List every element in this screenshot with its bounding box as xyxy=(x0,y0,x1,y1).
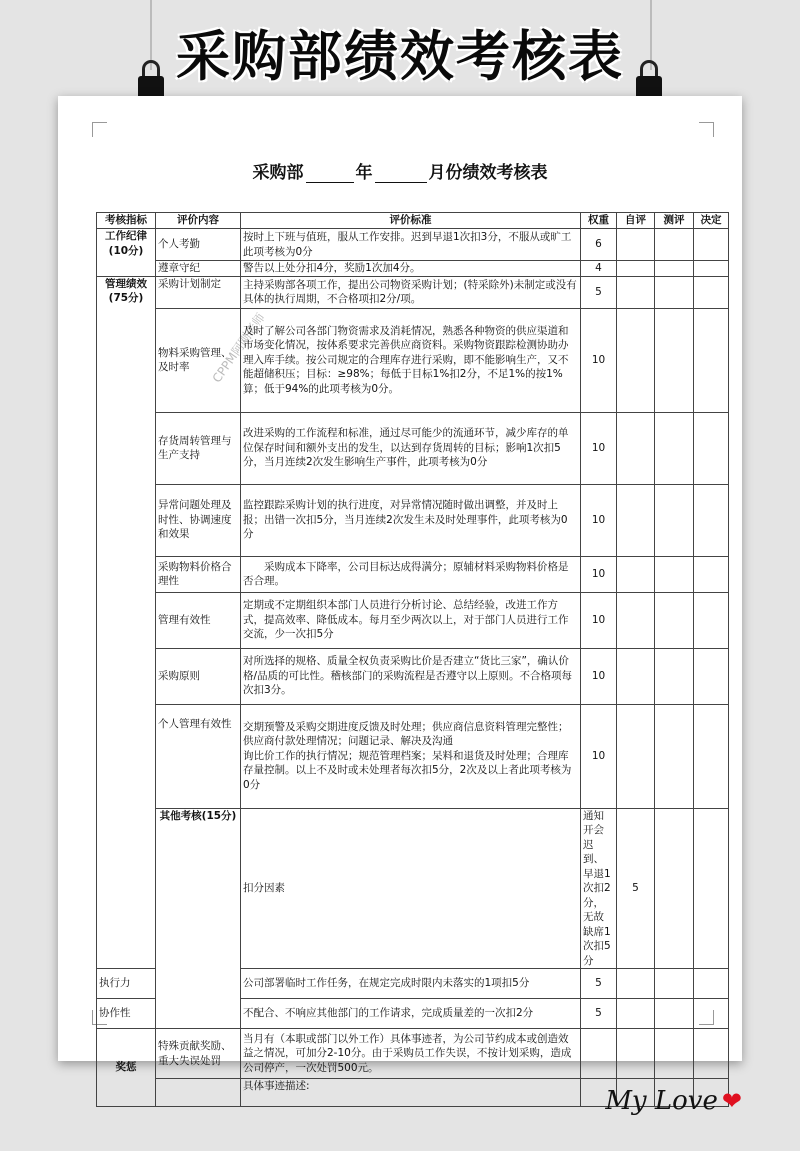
category-cell: 其他考核(15分) xyxy=(156,808,241,1029)
weight-cell: 10 xyxy=(581,556,617,592)
decision-cell[interactable] xyxy=(694,999,729,1029)
item-cell: 个人考勤 xyxy=(156,229,241,261)
decision-cell[interactable] xyxy=(694,704,729,808)
banner xyxy=(0,0,800,110)
weight-cell: 10 xyxy=(581,412,617,484)
self-eval-cell[interactable] xyxy=(617,648,655,704)
weight-cell: 5 xyxy=(581,276,617,308)
peer-eval-cell[interactable] xyxy=(655,229,694,261)
self-eval-cell[interactable] xyxy=(655,808,694,969)
table-row xyxy=(97,261,729,277)
weight-cell: 10 xyxy=(581,484,617,556)
item-cell: 采购原则 xyxy=(156,648,241,704)
peer-eval-cell[interactable] xyxy=(655,1029,694,1079)
standard-cell: 通知开会迟到、早退1次扣2分，无故缺席1次扣5分 xyxy=(581,808,617,969)
standard-cell: 定期或不定期组织本部门人员进行分析讨论、总结经验，改进工作方式，提高效率、降低成本。每月至少两次以上，对于部门人员进行工作交流，少一次扣5分 xyxy=(241,592,581,648)
evaluation-table xyxy=(96,212,729,1107)
item-cell: 协作性 xyxy=(97,999,156,1029)
self-eval-cell[interactable] xyxy=(617,999,655,1029)
header-cell: 评价内容 xyxy=(156,213,241,229)
self-eval-cell[interactable] xyxy=(617,412,655,484)
table-row xyxy=(97,484,729,556)
peer-eval-cell[interactable] xyxy=(655,592,694,648)
peer-eval-cell[interactable] xyxy=(655,276,694,308)
item-cell: 采购物料价格合理性 xyxy=(156,556,241,592)
standard-cell: 不配合、不响应其他部门的工作请求，完成质量差的一次扣2分 xyxy=(241,999,581,1029)
self-eval-cell[interactable] xyxy=(617,556,655,592)
weight-cell: 10 xyxy=(581,648,617,704)
item-cell: 个人管理有效性 xyxy=(156,704,241,808)
self-eval-cell[interactable] xyxy=(617,276,655,308)
item-cell xyxy=(156,1079,241,1107)
month-blank[interactable] xyxy=(375,166,427,183)
header-cell: 考核指标 xyxy=(97,213,156,229)
weight-cell: 6 xyxy=(581,229,617,261)
paper-sheet xyxy=(58,96,742,1092)
item-cell: 存货周转管理与生产支持 xyxy=(156,412,241,484)
self-eval-cell[interactable] xyxy=(617,261,655,277)
year-blank[interactable] xyxy=(306,166,354,183)
standard-cell: 对所选择的规格、质量全权负责采购比价是否建立“货比三家”，确认价格/品质的可比性。稽核部门的采购流程是否遵守以上原则。不合格项每次扣3分。 xyxy=(241,648,581,704)
decision-cell[interactable] xyxy=(694,261,729,277)
category-cell: 管理绩效(75分) xyxy=(97,276,156,969)
table-header-row xyxy=(97,213,729,229)
standard-cell: 及时了解公司各部门物资需求及消耗情况，熟悉各种物资的供应渠道和市场变化情况，按体系要求完善供应商资料。采购物资跟踪检测协助办理入库手续。按公司规定的合理库存进行采购，即不能影响生产，又不能超储积压；目标：≥98%；每低于目标1%扣2分，不足1%的按1%算；低于94%的此项考核为0分。 xyxy=(241,308,581,412)
weight-cell: 10 xyxy=(581,308,617,412)
item-cell: 执行力 xyxy=(97,969,156,999)
table-row xyxy=(97,592,729,648)
decision-cell[interactable] xyxy=(694,276,729,308)
standard-cell: 主持采购部各项工作，提出公司物资采购计划；(特采除外)未制定或没有具体的执行周期，不合格项扣2分/项。 xyxy=(241,276,581,308)
table-row xyxy=(97,229,729,261)
weight-cell xyxy=(581,1029,617,1079)
peer-eval-cell[interactable] xyxy=(655,704,694,808)
weight-cell: 4 xyxy=(581,261,617,277)
banner-title: 采购部绩效考核表 xyxy=(176,25,624,88)
signature-text: My Love ❤ xyxy=(605,1086,742,1116)
header-cell: 决定 xyxy=(694,213,729,229)
self-eval-cell[interactable] xyxy=(617,484,655,556)
peer-eval-cell[interactable] xyxy=(655,308,694,412)
standard-cell: 改进采购的工作流程和标准，通过尽可能少的流通环节，减少库存的单位保存时间和额外支出的发生，以达到存货周转的目标；影响1次扣5分，当月连续2次发生影响生产事件，此项考核为0分 xyxy=(241,412,581,484)
peer-eval-cell[interactable] xyxy=(655,484,694,556)
peer-eval-cell[interactable] xyxy=(655,412,694,484)
peer-eval-cell[interactable] xyxy=(655,999,694,1029)
peer-eval-cell[interactable] xyxy=(694,808,729,969)
standard-cell: 公司部署临时工作任务，在规定完成时限内未落实的1项扣5分 xyxy=(241,969,581,999)
decision-cell[interactable] xyxy=(694,308,729,412)
crop-mark xyxy=(699,122,714,137)
weight-cell: 5 xyxy=(581,969,617,999)
self-eval-cell[interactable] xyxy=(617,592,655,648)
weight-cell: 10 xyxy=(581,704,617,808)
header-cell: 权重 xyxy=(581,213,617,229)
document-title: 采购部 年 月份绩效考核表 xyxy=(252,163,548,183)
self-eval-cell[interactable] xyxy=(617,969,655,999)
standard-cell: 监控跟踪采购计划的执行进度，对异常情况随时做出调整，并及时上报；出错一次扣5分，当月连续2次发生未及时处理事件，此项考核为0分 xyxy=(241,484,581,556)
table-row xyxy=(97,648,729,704)
self-eval-cell[interactable] xyxy=(617,1029,655,1079)
peer-eval-cell[interactable] xyxy=(655,556,694,592)
decision-cell[interactable] xyxy=(694,648,729,704)
header-cell: 自评 xyxy=(617,213,655,229)
category-cell: 工作纪律(10分) xyxy=(97,229,156,277)
decision-cell[interactable] xyxy=(694,1029,729,1079)
header-cell: 评价标准 xyxy=(241,213,581,229)
self-eval-cell[interactable] xyxy=(617,229,655,261)
self-eval-cell[interactable] xyxy=(617,704,655,808)
decision-cell[interactable] xyxy=(694,556,729,592)
table-row xyxy=(97,1029,729,1079)
table-row xyxy=(97,308,729,412)
decision-cell[interactable] xyxy=(694,592,729,648)
table-row xyxy=(97,412,729,484)
standard-cell: 交期预警及采购交期进度反馈及时处理；供应商信息资料管理完整性；供应商付款处理情况；问题记录、解决及沟通 询比价工作的执行情况；规范管理档案；呆料和退货及时处理；合理库存量控制。以上不及时或未处理者每次扣5分，2次及以上者此项考核为0分 xyxy=(241,704,581,808)
event-description-cell[interactable]: 具体事迹描述: xyxy=(241,1079,581,1107)
table-row xyxy=(97,556,729,592)
standard-cell: 按时上下班与值班，服从工作安排。迟到早退1次扣3分，不服从或旷工此项考核为0分 xyxy=(241,229,581,261)
table-row xyxy=(97,808,729,969)
watermark: CPPM阿刚老师 xyxy=(209,310,268,386)
decision-cell[interactable] xyxy=(694,969,729,999)
decision-cell[interactable] xyxy=(694,484,729,556)
standard-cell: 当月有（本职或部门以外工作）具体事迹者，为公司节约成本或创造效益之情况，可加分2-10分。由于采购员工作失误，不按计划采购，造成公司停产，一次处罚500元。 xyxy=(241,1029,581,1079)
heart-icon: ❤ xyxy=(721,1087,742,1115)
item-cell: 特殊贡献奖励、重大失误处罚 xyxy=(156,1029,241,1079)
item-cell: 扣分因素 xyxy=(241,808,581,969)
peer-eval-cell[interactable] xyxy=(655,969,694,999)
crop-mark xyxy=(92,122,107,137)
category-cell: 奖惩 xyxy=(97,1029,156,1107)
header-cell: 测评 xyxy=(655,213,694,229)
item-cell: 管理有效性 xyxy=(156,592,241,648)
item-cell: 遵章守纪 xyxy=(156,261,241,277)
item-cell: 采购计划制定 xyxy=(156,276,241,308)
self-eval-cell[interactable] xyxy=(617,308,655,412)
standard-cell: 警告以上处分扣4分，奖励1次加4分。 xyxy=(241,261,581,277)
decision-cell[interactable] xyxy=(694,229,729,261)
decision-cell[interactable] xyxy=(694,412,729,484)
item-cell: 物料采购管理、及时率 xyxy=(156,308,241,412)
standard-cell: 采购成本下降率，公司目标达成得满分；原辅材料采购物料价格是否合理。 xyxy=(241,556,581,592)
table-row xyxy=(97,704,729,808)
table-row xyxy=(97,276,729,308)
peer-eval-cell[interactable] xyxy=(655,261,694,277)
peer-eval-cell[interactable] xyxy=(655,648,694,704)
weight-cell: 5 xyxy=(581,999,617,1029)
weight-cell: 10 xyxy=(581,592,617,648)
weight-cell: 5 xyxy=(617,808,655,969)
item-cell: 异常问题处理及时性、协调速度和效果 xyxy=(156,484,241,556)
